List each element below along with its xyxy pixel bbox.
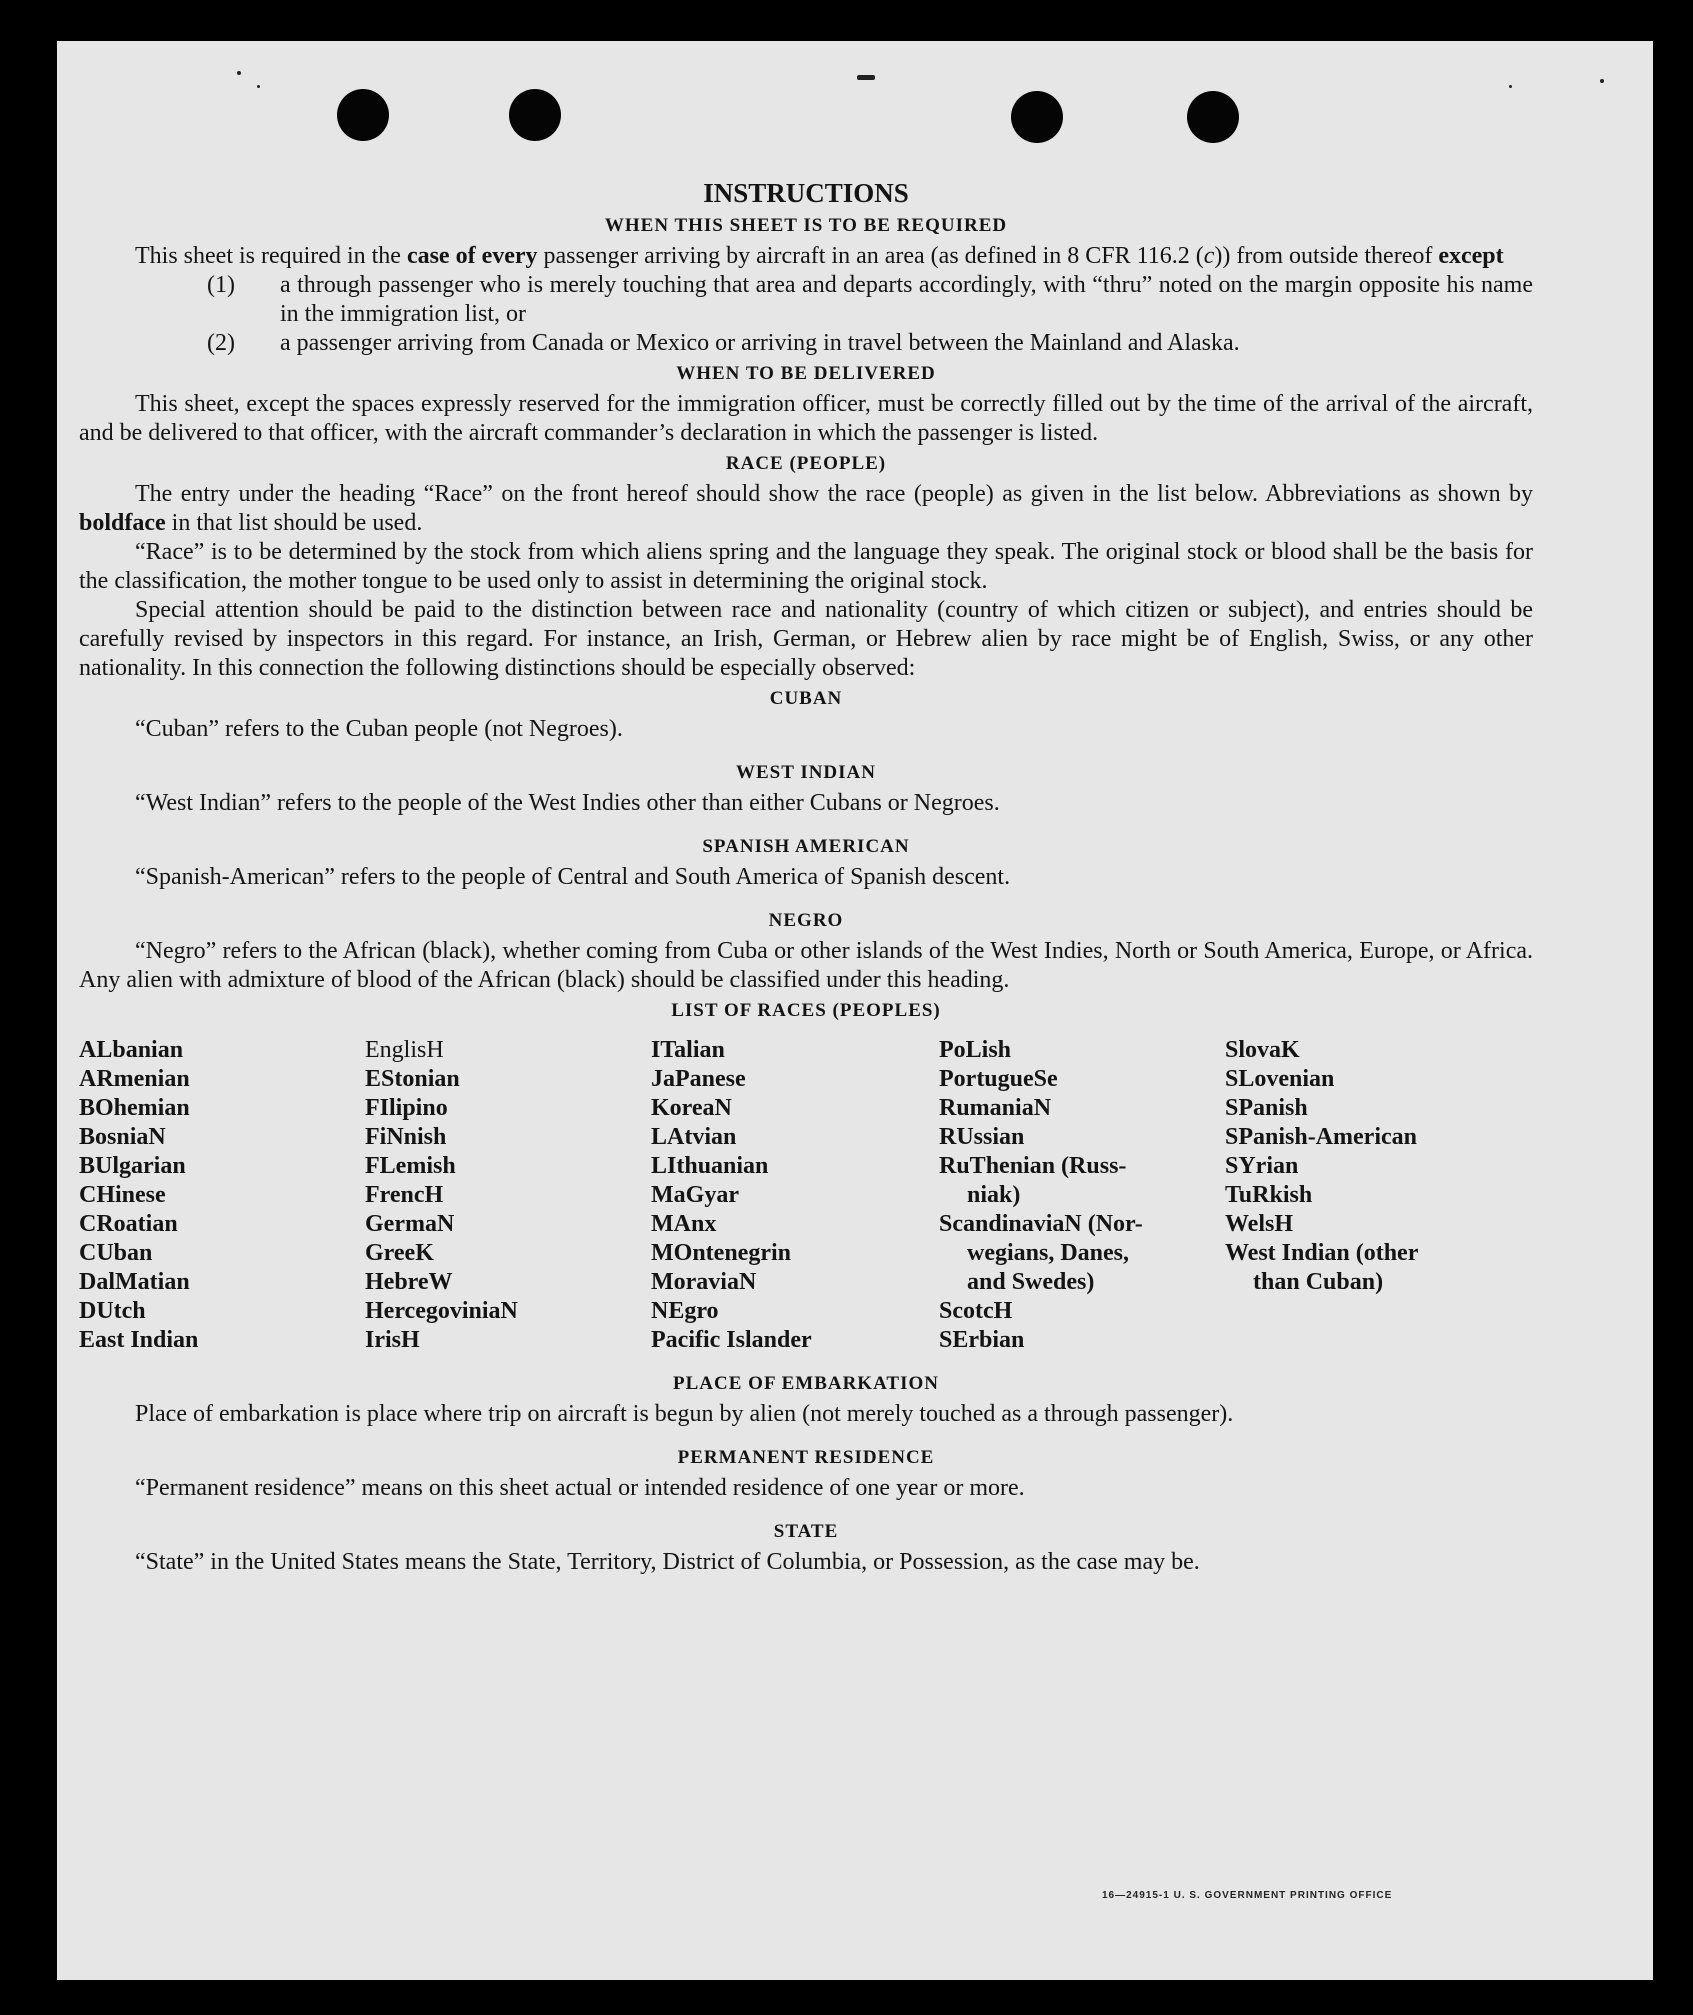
punch-hole — [337, 89, 389, 141]
race-item: ScandinaviaN (Nor- — [939, 1211, 1143, 1237]
race-item: CHinese — [79, 1182, 166, 1208]
race-item: PortugueSe — [939, 1066, 1058, 1092]
punch-hole — [1187, 91, 1239, 143]
race-item: ITalian — [651, 1037, 725, 1063]
speck — [857, 75, 875, 80]
race-item: wegians, Danes, — [967, 1240, 1130, 1266]
race-item: KoreaN — [651, 1095, 732, 1121]
heading-west-indian: WEST INDIAN — [736, 762, 876, 783]
race-item: East Indian — [79, 1327, 199, 1353]
race-item: SlovaK — [1225, 1037, 1300, 1063]
heading-race: RACE (PEOPLE) — [725, 453, 887, 474]
speck — [257, 85, 260, 88]
race-item: MAnx — [651, 1211, 717, 1237]
race-paragraph-1: The entry under the heading “Race” on the front hereof should show the race (people) as given in the list below. Abbreviations as shown by boldface in that list should be used. — [79, 481, 1533, 536]
race-item: HebreW — [365, 1269, 453, 1295]
document-page — [57, 41, 1653, 1980]
heading-state: STATE — [773, 1521, 839, 1542]
condition-item: (2) a passenger arriving from Canada or Mexico or arriving in travel between the Mainland and Alaska. — [207, 330, 1240, 356]
race-item: ALbanian — [79, 1037, 184, 1063]
race-item: BOhemian — [79, 1095, 190, 1121]
race-item: DalMatian — [79, 1269, 190, 1295]
race-item: FIlipino — [365, 1095, 448, 1121]
race-item: HercegoviniaN — [365, 1298, 518, 1324]
race-item: JaPanese — [651, 1066, 746, 1092]
race-item: EStonian — [365, 1066, 460, 1092]
heading-list-of-races: LIST OF RACES (PEOPLES) — [671, 1000, 941, 1021]
race-item: Pacific Islander — [651, 1327, 812, 1353]
heading-embarkation: PLACE OF EMBARKATION — [673, 1373, 939, 1394]
race-item: BosniaN — [79, 1124, 166, 1150]
delivered-text: This sheet, except the spaces expressly reserved for the immigration officer, must be correctly filled out by the time of the arrival of the aircraft, and be delivered to that officer, with the aircraft commander’s declaration in which the passenger is listed. — [79, 391, 1533, 446]
race-item: GermaN — [365, 1211, 455, 1237]
race-item: NEgro — [651, 1298, 719, 1324]
race-item: WelsH — [1225, 1211, 1294, 1237]
race-item: PoLish — [939, 1037, 1012, 1063]
race-column — [1225, 1036, 1525, 1355]
negro-text: “Negro” refers to the African (black), whether coming from Cuba or other islands of the West Indies, North or South America, Europe, or Africa. Any alien with admixture of blood of the African (black) should be classified under this heading. — [79, 938, 1533, 993]
race-item: FiNnish — [365, 1124, 447, 1150]
race-item: West Indian (other — [1225, 1240, 1419, 1266]
race-item: EnglisH — [365, 1037, 444, 1063]
race-item: niak) — [967, 1182, 1021, 1208]
heading-spanish-american: SPANISH AMERICAN — [702, 836, 910, 857]
punch-hole — [1011, 91, 1063, 143]
heading-negro: NEGRO — [768, 910, 844, 931]
speck — [1600, 79, 1604, 83]
race-item: RUssian — [939, 1124, 1025, 1150]
page-title: INSTRUCTIONS — [703, 178, 909, 208]
race-item: TuRkish — [1225, 1182, 1313, 1208]
embarkation-text: Place of embarkation is place where trip on aircraft is begun by alien (not merely touched as a through passenger). — [135, 1401, 1234, 1427]
residence-text: “Permanent residence” means on this sheet actual or intended residence of one year or more. — [135, 1475, 1025, 1501]
race-item: than Cuban) — [1253, 1269, 1384, 1295]
race-paragraph-3: Special attention should be paid to the distinction between race and nationality (country of which citizen or subject), and entries should be carefully revised by inspectors in this regard. For instance, an Irish, German, or Hebrew alien by race might be of English, Swiss, or any other nationality. In this connection the following distinctions should be especially observed: — [79, 597, 1533, 681]
race-item: RumaniaN — [939, 1095, 1052, 1121]
race-item: MaGyar — [651, 1182, 739, 1208]
heading-delivered: WHEN TO BE DELIVERED — [676, 363, 936, 384]
race-list — [79, 1036, 1533, 1355]
race-item: GreeK — [365, 1240, 434, 1266]
race-item: ScotcH — [939, 1298, 1013, 1324]
race-item: BUlgarian — [79, 1153, 186, 1179]
instructions-content — [79, 177, 1533, 1577]
race-item: MoraviaN — [651, 1269, 757, 1295]
race-item: MOntenegrin — [651, 1240, 791, 1266]
state-text: “State” in the United States means the State, Territory, District of Columbia, or Possession, as the case may be. — [135, 1549, 1200, 1575]
race-item: LIthuanian — [651, 1153, 769, 1179]
race-item: SYrian — [1225, 1153, 1299, 1179]
race-item: FLemish — [365, 1153, 456, 1179]
race-column — [79, 1036, 365, 1355]
race-column — [939, 1036, 1225, 1355]
condition-item: (1) a through passenger who is merely touching that area and departs accordingly, with “thru” noted on the margin opposite his name in the immigration list, or — [207, 272, 1533, 327]
race-item: CRoatian — [79, 1211, 178, 1237]
race-paragraph-2: “Race” is to be determined by the stock from which aliens spring and the language they speak. The original stock or blood shall be the basis for the classification, the mother tongue to be used only to assist in determining the original stock. — [79, 539, 1533, 594]
race-item: and Swedes) — [967, 1269, 1095, 1295]
heading-required: WHEN THIS SHEET IS TO BE REQUIRED — [604, 215, 1008, 236]
race-item: CUban — [79, 1240, 153, 1266]
race-item: SPanish — [1225, 1095, 1308, 1121]
spanish-american-text: “Spanish-American” refers to the people of Central and South America of Spanish descent. — [135, 864, 1011, 890]
required-intro: This sheet is required in the case of every passenger arriving by aircraft in an area (as defined in 8 CFR 116.2 (c)) from outside thereof except — [135, 243, 1504, 269]
race-column — [651, 1036, 939, 1355]
race-item: DUtch — [79, 1298, 146, 1324]
speck — [1509, 85, 1512, 88]
west-indian-text: “West Indian” refers to the people of the West Indies other than either Cubans or Negroes. — [135, 790, 1000, 816]
race-item: IrisH — [365, 1327, 420, 1353]
cuban-text: “Cuban” refers to the Cuban people (not Negroes). — [135, 716, 623, 742]
heading-residence: PERMANENT RESIDENCE — [677, 1447, 935, 1468]
speck — [237, 71, 241, 75]
race-item: SErbian — [939, 1327, 1025, 1353]
race-item: SLovenian — [1225, 1066, 1335, 1092]
race-item: LAtvian — [651, 1124, 737, 1150]
race-item: RuThenian (Russ- — [939, 1153, 1127, 1179]
race-column — [365, 1036, 651, 1355]
race-item: ARmenian — [79, 1066, 190, 1092]
race-item: FrencH — [365, 1182, 444, 1208]
printer-imprint: 16—24915-1 U. S. GOVERNMENT PRINTING OFFICE — [1102, 1890, 1393, 1901]
punch-hole — [509, 89, 561, 141]
race-item: SPanish-American — [1225, 1124, 1417, 1150]
heading-cuban: CUBAN — [769, 688, 843, 709]
